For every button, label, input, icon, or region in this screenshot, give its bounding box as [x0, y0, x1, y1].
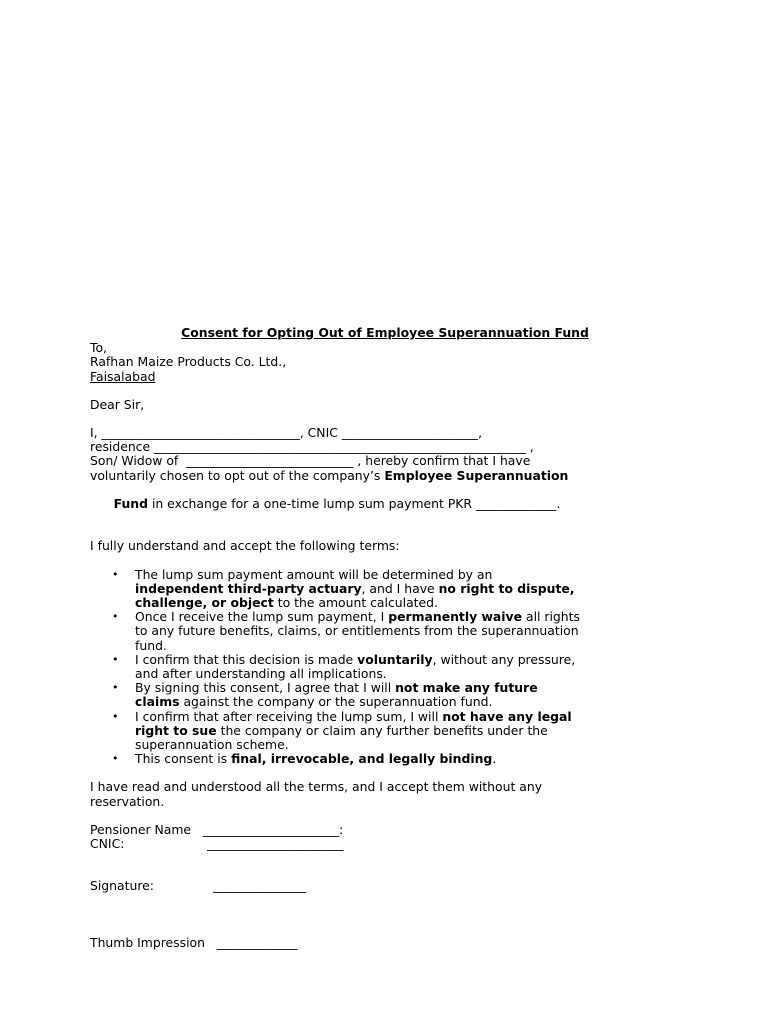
term-text: By signing this consent, I agree that I will — [135, 680, 396, 696]
list-item — [90, 653, 680, 681]
bullet-icon: • — [112, 610, 119, 624]
declaration-paragraph — [90, 426, 680, 525]
term-text: I confirm that this decision is made — [135, 651, 358, 667]
term-bold: independent third-party actuary — [135, 580, 362, 596]
term-text: all rights — [522, 609, 580, 625]
term-text: to any future benefits, claims, or entitlements from the superannuation — [135, 623, 579, 639]
list-item — [90, 568, 680, 611]
term-bold: final, irrevocable, and legally binding — [231, 751, 493, 767]
term-text: I confirm that after receiving the lump sum, I will — [135, 708, 443, 724]
term-text: , and I have — [361, 580, 439, 596]
bullet-icon: • — [112, 652, 119, 666]
list-item — [90, 710, 680, 753]
term-bold: voluntarily — [357, 651, 433, 667]
consent-document — [90, 326, 680, 950]
addressee-city: Faisalabad — [90, 368, 156, 384]
acceptance-line-1: I have read and understood all the terms, and I accept them without any — [90, 779, 543, 795]
term-text: Once I receive the lump sum payment, I — [135, 609, 389, 625]
list-item — [90, 752, 680, 766]
declaration-residence-line: residence ____________________________________________________________ , — [90, 439, 534, 455]
cnic-field: CNIC: ______________________ — [90, 836, 344, 852]
declaration-son-widow-line: Son/ Widow of ___________________________ , hereby confirm that I have — [90, 453, 531, 469]
term-bold: no right to dispute, — [438, 580, 575, 596]
document-title: Consent for Opting Out of Employee Superannuation Fund — [181, 325, 589, 340]
addressee-company: Rafhan Maize Products Co. Ltd., — [90, 354, 287, 370]
term-text: superannuation scheme. — [135, 737, 289, 753]
term-text: the company or claim any further benefits under the — [216, 722, 548, 738]
bullet-icon: • — [112, 681, 119, 695]
term-bold: right to sue — [135, 722, 217, 738]
pensioner-name-field: Pensioner Name ______________________: — [90, 821, 344, 837]
term-text: to the amount calculated. — [273, 595, 438, 611]
addressee-to: To, — [90, 340, 107, 356]
declaration-name-cnic-line: I, ________________________________, CNIC ______________________, — [90, 425, 483, 441]
term-text: , without any pressure, — [432, 651, 576, 667]
terms-intro: I fully understand and accept the following terms: — [90, 538, 400, 554]
salutation: Dear Sir, — [90, 396, 145, 412]
term-bold: claims — [135, 694, 180, 710]
bullet-icon: • — [112, 709, 119, 723]
terms-list — [90, 568, 680, 767]
term-text: fund. — [135, 637, 167, 653]
term-bold: not have any legal — [442, 708, 572, 724]
term-text: against the company or the superannuation fund. — [179, 694, 493, 710]
thumb-impression-field: Thumb Impression _____________ — [90, 934, 298, 950]
bullet-icon: • — [112, 752, 119, 766]
fund-name-bold-continued: Fund — [113, 496, 148, 512]
acceptance-line-2: reservation. — [90, 793, 165, 809]
term-bold: permanently waive — [388, 609, 523, 625]
list-item — [90, 681, 680, 709]
term-bold: not make any future — [395, 680, 538, 696]
term-text: . — [492, 751, 497, 767]
fund-name-bold: Employee Superannuation — [384, 467, 569, 483]
declaration-text: voluntarily chosen to opt out of the company’s — [90, 467, 385, 483]
term-bold: challenge, or object — [135, 595, 274, 611]
bullet-icon: • — [112, 567, 119, 581]
signature-field: Signature: _______________ — [90, 878, 306, 894]
term-text: and after understanding all implications. — [135, 666, 387, 682]
declaration-pkr-line: in exchange for a one-time lump sum payment PKR _____________. — [148, 496, 561, 512]
term-text: The lump sum payment amount will be determined by an — [135, 566, 493, 582]
term-text: This consent is — [135, 751, 232, 767]
list-item — [90, 610, 680, 653]
